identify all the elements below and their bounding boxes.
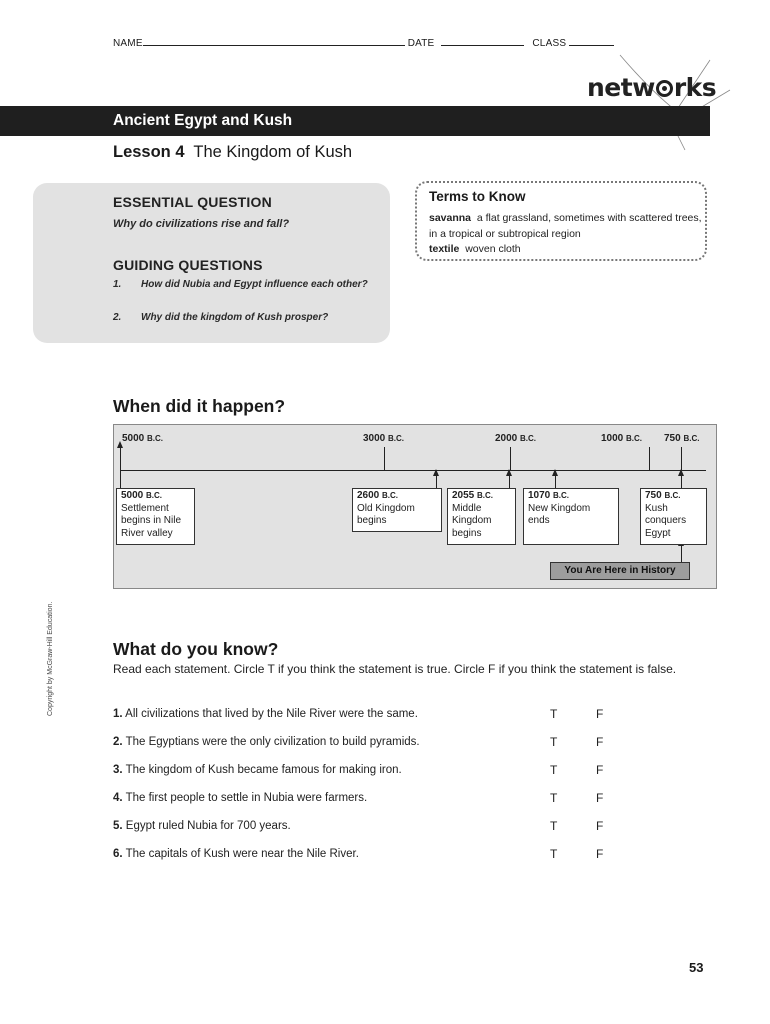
quiz-statement: 1. All civilizations that lived by the Nile River were the same. — [113, 708, 418, 720]
guiding-question: How did Nubia and Egypt influence each other? — [141, 279, 368, 290]
timeline-event: 1070 B.C. New Kingdom ends — [523, 488, 619, 545]
networks-logo: netw rks — [587, 73, 717, 102]
quiz-statement: 6. The capitals of Kush were near the Nile River. — [113, 848, 359, 860]
true-option[interactable]: T — [550, 791, 558, 805]
false-option[interactable]: F — [596, 735, 604, 749]
timeline-tick — [510, 447, 511, 470]
timeline-axis-label: 2000 B.C. — [495, 433, 537, 444]
false-option[interactable]: F — [596, 791, 604, 805]
timeline — [113, 424, 717, 589]
timeline-event: 5000 B.C. Settlement begins in Nile River valley — [116, 488, 195, 545]
name-date-class-line — [113, 36, 614, 49]
timeline-axis-label: 750 B.C. — [664, 433, 700, 444]
essential-question: Why do civilizations rise and fall? — [113, 218, 290, 230]
true-option[interactable]: T — [550, 819, 558, 833]
guiding-question-number: 1. — [113, 279, 122, 290]
event-arrow — [120, 447, 121, 488]
class-label: CLASS — [532, 38, 567, 49]
page-number: 53 — [689, 960, 704, 975]
guiding-question: Why did the kingdom of Kush prosper? — [141, 312, 329, 323]
logo-decoration-icon — [590, 50, 740, 160]
timeline-tick — [384, 447, 385, 470]
timeline-event: 2600 B.C. Old Kingdom begins — [352, 488, 442, 532]
event-arrow — [436, 475, 437, 488]
timeline-axis-label: 5000 B.C. — [122, 433, 164, 444]
false-option[interactable]: F — [596, 847, 604, 861]
copyright-notice: Copyright by McGraw-Hill Education. — [47, 601, 54, 716]
quiz-statement: 5. Egypt ruled Nubia for 700 years. — [113, 820, 291, 832]
true-option[interactable]: T — [550, 847, 558, 861]
timeline-tick — [649, 447, 650, 470]
you-are-here-label: You Are Here in History — [550, 562, 690, 580]
unit-banner — [0, 106, 710, 136]
essential-question-box — [33, 183, 390, 343]
timeline-event: 2055 B.C. Middle Kingdom begins — [447, 488, 516, 545]
date-blank[interactable] — [441, 36, 524, 46]
name-blank[interactable] — [143, 36, 405, 46]
timeline-axis-label: 1000 B.C. — [601, 433, 643, 444]
timeline-event: 750 B.C. Kush conquers Egypt — [640, 488, 707, 545]
name-label: NAME — [113, 38, 143, 49]
true-option[interactable]: T — [550, 707, 558, 721]
false-option[interactable]: F — [596, 763, 604, 777]
timeline-axis-label: 3000 B.C. — [363, 433, 405, 444]
quiz-statement: 4. The first people to settle in Nubia were farmers. — [113, 792, 368, 804]
logo-o-icon — [656, 80, 673, 97]
guiding-question-number: 2. — [113, 312, 122, 323]
timeline-heading: When did it happen? — [113, 396, 286, 416]
event-arrow — [509, 475, 510, 488]
terms-to-know-box — [415, 181, 707, 261]
terms-list — [429, 211, 704, 258]
guiding-questions-heading: GUIDING QUESTIONS — [113, 257, 263, 273]
event-arrow — [681, 475, 682, 488]
timeline-tick — [681, 447, 682, 470]
quiz-heading: What do you know? — [113, 639, 279, 659]
false-option[interactable]: F — [596, 819, 604, 833]
lesson-title: Lesson 4 The Kingdom of Kush — [113, 143, 353, 161]
event-arrow — [555, 475, 556, 488]
false-option[interactable]: F — [596, 707, 604, 721]
class-blank[interactable] — [569, 36, 614, 46]
term-item: textile woven cloth — [429, 243, 521, 255]
essential-question-heading: ESSENTIAL QUESTION — [113, 194, 272, 210]
unit-title: Ancient Egypt and Kush — [113, 112, 293, 129]
term-item: savanna a flat grassland, sometimes with scattered trees, in a tropical or subtropical region — [429, 212, 702, 240]
date-label: DATE — [407, 38, 435, 49]
timeline-axis-line — [120, 470, 706, 471]
quiz-statement: 3. The kingdom of Kush became famous for making iron. — [113, 764, 402, 776]
you-are-here-arrow — [681, 545, 682, 562]
terms-heading: Terms to Know — [429, 189, 526, 204]
true-option[interactable]: T — [550, 735, 558, 749]
quiz-instructions: Read each statement. Circle T if you think the statement is true. Circle F if you think the statement is false. — [113, 662, 677, 676]
true-option[interactable]: T — [550, 763, 558, 777]
quiz-statement: 2. The Egyptians were the only civilization to build pyramids. — [113, 736, 420, 748]
